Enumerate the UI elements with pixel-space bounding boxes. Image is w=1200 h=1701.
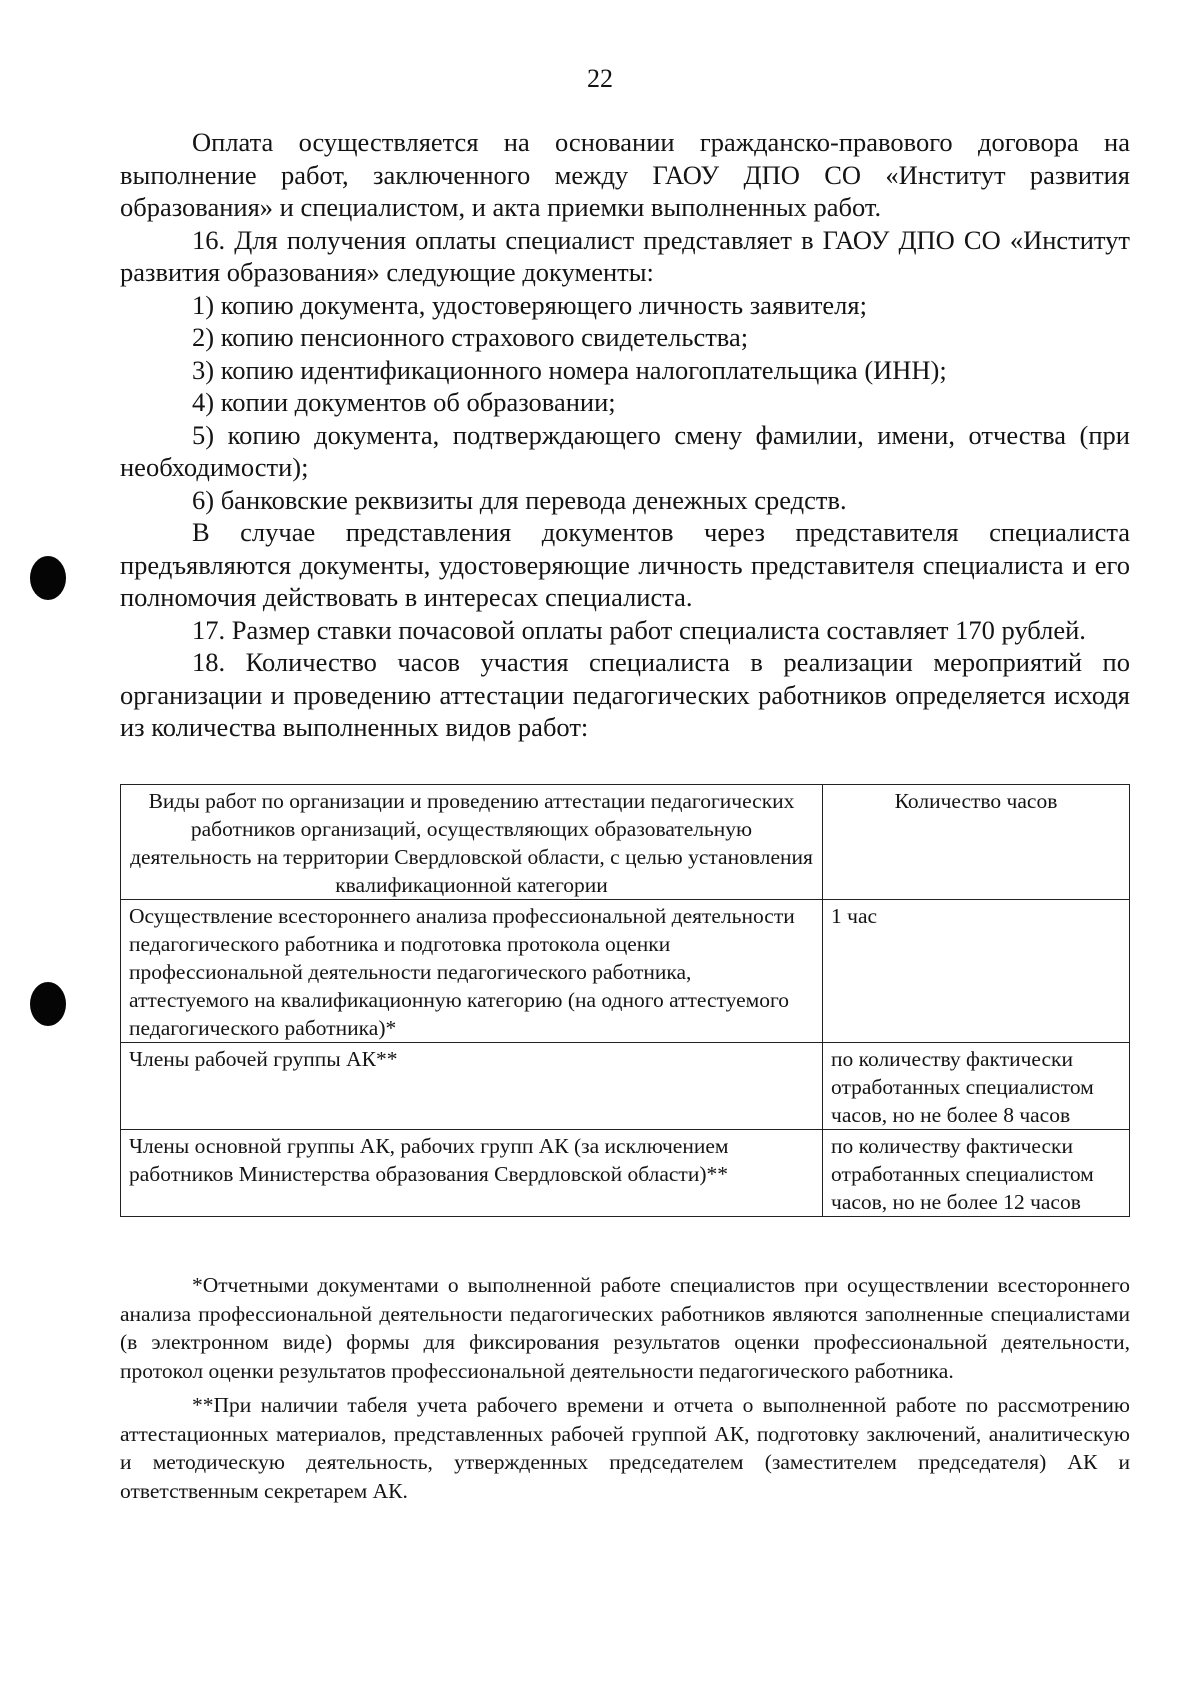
cell-hours: 1 час	[823, 900, 1130, 1043]
table-row	[121, 900, 1130, 1043]
body-text	[120, 126, 1130, 744]
footnote-single-star: *Отчетными документами о выполненной работе специалистов при осуществлении всестороннего анализа профессиональной деятельности педагогических работников являются заполненные специалистами (в электронном виде) формы для фиксирования результатов оценки профессиональной деятельности, протокол оценки результатов профессиональной деятельности педагогического работника.	[120, 1273, 1130, 1383]
header-hours: Количество часов	[823, 785, 1130, 900]
page-number: 22	[587, 64, 613, 93]
table-row	[121, 1130, 1130, 1217]
paragraph-16: 16. Для получения оплаты специалист представляет в ГАОУ ДПО СО «Институт развития образования» следующие документы:	[120, 224, 1130, 287]
table-header-row	[121, 785, 1130, 900]
header-work-types: Виды работ по организации и проведению аттестации педагогических работников организаций, осуществляющих образовательную деятельность на территории Свердловской области, с целью установления квалификационной категории	[121, 785, 823, 900]
list-item: 4) копии документов об образовании;	[192, 387, 616, 417]
paragraph-representative: В случае представления документов через представителя специалиста предъявляются документы, удостоверяющие личность представителя специалиста и его полномочия действовать в интересах специалиста.	[120, 517, 1130, 612]
footnote-double-star: **При наличии табеля учета рабочего времени и отчета о выполненной работе по рассмотрению аттестационных материалов, представленных рабочей группой АК, подготовку заключений, аналитическую и методическую деятельность, утвержденных председателем (заместителем председателя) АК и ответственным секретарем АК.	[120, 1393, 1130, 1503]
footnotes	[120, 1271, 1130, 1511]
cell-work: Осуществление всестороннего анализа профессиональной деятельности педагогического работника и подготовка протокола оценки профессиональной деятельности педагогического работника, аттестуемого на квалификационную категорию (на одного аттестуемого педагогического работника)*	[121, 900, 823, 1043]
cell-work: Члены основной группы АК, рабочих групп АК (за исключением работников Министерства образования Свердловской области)**	[121, 1130, 823, 1217]
list-item: 3) копию идентификационного номера налогоплательщика (ИНН);	[192, 354, 947, 385]
list-item: 6) банковские реквизиты для перевода денежных средств.	[192, 484, 847, 515]
punch-hole	[30, 982, 66, 1026]
cell-work: Члены рабочей группы АК**	[121, 1043, 823, 1130]
punch-hole	[30, 556, 66, 600]
cell-hours: по количеству фактически отработанных специалистом часов, но не более 12 часов	[823, 1130, 1130, 1217]
paragraph-payment-basis: Оплата осуществляется на основании гражданско-правового договора на выполнение работ, заключенного между ГАОУ ДПО СО «Институт развития образования» и специалистом, и акта приемки выполненных работ.	[120, 127, 1130, 222]
table-row	[121, 1043, 1130, 1130]
list-item: 5) копию документа, подтверждающего смену фамилии, имени, отчества (при необходимости);	[120, 419, 1130, 482]
list-item: 1) копию документа, удостоверяющего личность заявителя;	[192, 289, 867, 320]
cell-hours: по количеству фактически отработанных специалистом часов, но не более 8 часов	[823, 1043, 1130, 1130]
paragraph-17: 17. Размер ставки почасовой оплаты работ специалиста составляет 170 рублей.	[192, 614, 1086, 645]
paragraph-18: 18. Количество часов участия специалиста в реализации мероприятий по организации и проведению аттестации педагогических работников определяется исходя из количества выполненных видов работ:	[120, 647, 1130, 742]
work-hours-table	[120, 784, 1130, 1217]
list-item: 2) копию пенсионного страхового свидетельства;	[192, 322, 749, 352]
